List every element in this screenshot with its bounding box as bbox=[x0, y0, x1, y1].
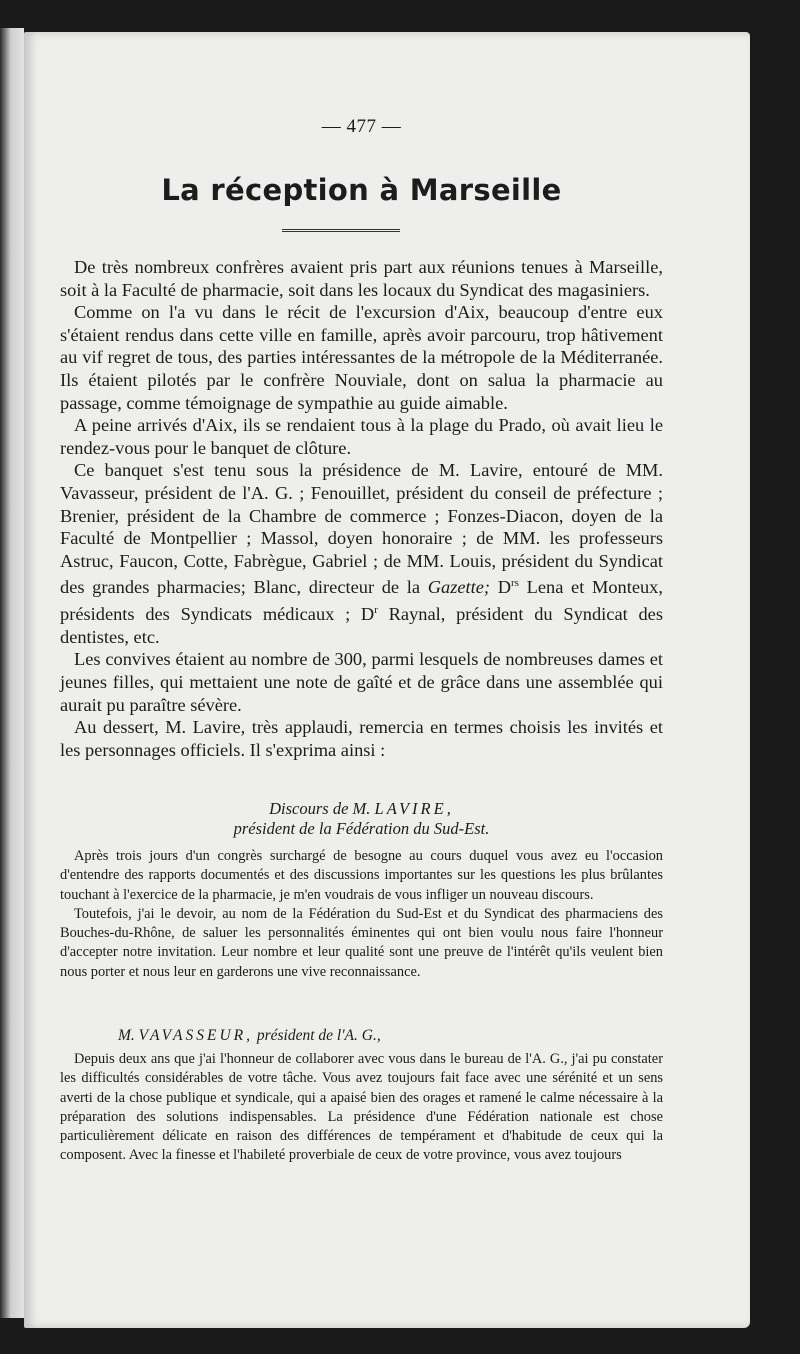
title-underline bbox=[282, 229, 400, 232]
page-number: — 477 — bbox=[321, 116, 402, 137]
speech-paragraph: Depuis deux ans que j'ai l'honneur de collaborer avec vous dans le bureau de l'A. G., j'ai pu constater les difficultés considérables de votre tâche. Vous avez toujours fait face avec une sérénité et un sens averti de la chose publique et syndicale, qui a apaisé bien des orages et ramené le calme nécessaire à la préparation des solutions indispensables. La présidence d'une Fédération nationale est chose particulièrement délicate en raison des différences de tempérament et d'habitude de ceux qui la composent. Avec la finesse et l'habileté proverbiale de ceux de votre province, vous avez toujours bbox=[60, 1051, 663, 1164]
page-title: La réception à Marseille bbox=[161, 173, 562, 207]
speech-vavasseur bbox=[60, 1050, 663, 1166]
paragraph: Les convives étaient au nombre de 300, parmi lesquels de nombreuses dames et jeunes filles, qui mettaient une note de gaîté et de grâce dans une assemblée qui aurait pu paraître sévère. bbox=[60, 649, 663, 715]
paragraph: A peine arrivés d'Aix, ils se rendaient tous à la plage du Prado, où avait lieu le rendez-vous pour le banquet de clôture. bbox=[60, 415, 663, 458]
paragraph bbox=[60, 459, 663, 648]
drs-superscript: rs bbox=[510, 577, 519, 590]
speech-heading-lavire bbox=[60, 799, 663, 839]
paragraph-text: Raynal, président du Syndicat des dentistes, etc. bbox=[60, 604, 663, 647]
speech-lavire bbox=[60, 847, 663, 982]
speaker-name: LAVIRE, bbox=[374, 799, 454, 818]
speech-paragraph: Toutefois, j'ai le devoir, au nom de la Fédération du Sud-Est et du Syndicat des pharmaciens des Bouches-du-Rhône, de saluer les personnalités éminentes qui ont bien voulu nous faire l'honneur d'accepter notre invitation. Leur nombre et leur qualité sont une preuve de l'intérêt qu'ils veulent bien nous porter et nous leur en garderons une vive reconnaissance. bbox=[60, 905, 663, 980]
adjacent-page-edge bbox=[0, 28, 24, 1318]
paragraph: Comme on l'a vu dans le récit de l'excursion d'Aix, beaucoup d'entre eux s'étaient rendus dans cette ville en famille, après avoir parcouru, trop hâtivement au vif regret de tous, des parties intéressantes de la métropole de la Méditerranée. Ils étaient pilotés par le confrère Nouviale, dont on salua la pharmacie au passage, comme témoignage de sympathie au guide aimable. bbox=[60, 302, 663, 413]
speech-paragraph: Après trois jours d'un congrès surchargé de besogne au cours duquel vous avez eu l'occasion d'entendre des rapports documentés et des discussions importantes sur les questions les plus brûlantes touchant à l'exercice de la pharmacie, je m'en voudrais de vous infliger un nouveau discours. bbox=[60, 848, 663, 903]
paragraph: Au dessert, M. Lavire, très applaudi, remercia en termes choisis les invités et les personnages officiels. Il s'exprima ainsi : bbox=[60, 717, 663, 760]
speech-heading-line2: président de la Fédération du Sud-Est. bbox=[233, 819, 490, 838]
speech-heading-vavasseur: M. VAVASSEUR, président de l'A. G., bbox=[118, 1027, 381, 1044]
speaker-name: VAVASSEUR, bbox=[138, 1027, 253, 1044]
drs-abbrev: D bbox=[497, 577, 511, 598]
gazette-title: Gazette; bbox=[427, 577, 491, 598]
speech-heading-line1: Discours de M. LAVIRE, bbox=[269, 799, 454, 818]
document-page bbox=[24, 32, 750, 1328]
paragraph-text: Ce banquet s'est tenu sous la présidence de M. Lavire, entouré de MM. Vavasseur, président de l'A. G. ; Fenouillet, président du conseil de préfecture ; Brenier, président de la Chambre de commerce ; Fonzes-Diacon, doyen de la Faculté de Montpellier ; Massol, doyen honoraire ; de MM. les professeurs Astruc, Faucon, Cotte, Fabrègue, Gabriel ; de MM. Louis, président du Syndicat des grandes pharmacies; Blanc, directeur de la bbox=[60, 460, 663, 598]
paragraph: De très nombreux confrères avaient pris part aux réunions tenues à Marseille, soit à la Faculté de pharmacie, soit dans les locaux du Syndicat des magasiniers. bbox=[60, 257, 663, 300]
article-body bbox=[60, 256, 663, 761]
dr-superscript: r bbox=[374, 604, 378, 617]
paragraph-text: Lena et Monteux, présidents des Syndicats médicaux ; D bbox=[60, 577, 663, 625]
